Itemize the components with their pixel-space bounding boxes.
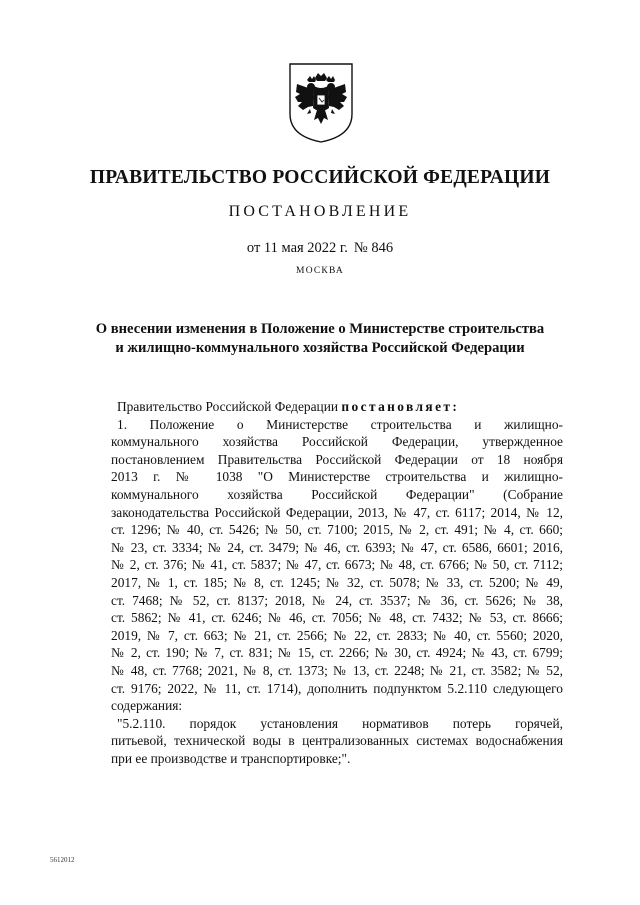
body-line: 2017, № 1, ст. 185; № 8, ст. 1245; № 32, ст. 5078; № 33, ст. 5200; № 49, xyxy=(111,574,563,590)
body-line: № 48, ст. 7768; 2021, № 8, ст. 1373; № 13, ст. 2248; № 21, ст. 3582; № 52, xyxy=(111,662,563,678)
document-type: ПОСТАНОВЛЕНИЕ xyxy=(228,203,412,220)
intro-prefix: Правительство Российской Федерации xyxy=(117,399,339,414)
body-line: № 23, ст. 3334; № 24, ст. 3479; № 46, ст. 6393; № 47, ст. 6586, 6601; 2016, xyxy=(111,539,563,555)
body-line: содержания: xyxy=(111,698,183,714)
body-line: № 2, ст. 190; № 7, ст. 831; № 15, ст. 2266; № 30, ст. 4924; № 43, ст. 6799; xyxy=(111,645,563,661)
paragraph-1 xyxy=(111,416,563,715)
intro-spaced: постановляет: xyxy=(341,399,460,414)
coat-of-arms-emblem xyxy=(288,62,354,144)
body-line: постановлением Правительства Российской Федерации от 18 ноября xyxy=(111,451,563,467)
document-date-line xyxy=(0,240,640,257)
body-line: 2013 г. № 1038 "О Министерстве строительства и жилищно- xyxy=(111,469,563,485)
body-line: ст. 7468; № 52, ст. 8137; 2018, № 24, ст. 3537; № 36, ст. 5626; № 38, xyxy=(111,592,563,608)
intro-line xyxy=(111,398,563,416)
body-line: питьевой, технической воды в централизованных системах водоснабжения xyxy=(111,733,563,749)
body-line: "5.2.110. порядок установления нормативов потерь горячей, xyxy=(117,715,563,731)
body-line: № 2, ст. 376; № 41, ст. 5837; № 47, ст. 6673; № 48, ст. 6766; № 50, ст. 7112; xyxy=(111,557,563,573)
document-date: от 11 мая 2022 г. xyxy=(246,240,348,256)
government-name: ПРАВИТЕЛЬСТВО РОССИЙСКОЙ ФЕДЕРАЦИИ xyxy=(89,167,551,188)
body-line: ст. 1296; № 40, ст. 5426; № 50, ст. 7100; 2015, № 2, ст. 491; № 4, ст. 660; xyxy=(111,522,563,538)
document-city: МОСКВА xyxy=(296,266,344,276)
body-line: ст. 5862; № 41, ст. 6246; № 46, ст. 7056; № 48, ст. 7432; № 53, ст. 8666; xyxy=(111,610,563,626)
body-line: ст. 9176; 2022, № 11, ст. 1714), дополнить подпунктом 5.2.110 следующего xyxy=(111,680,563,696)
body-line: 2019, № 7, ст. 663; № 21, ст. 2566; № 22, ст. 2833; № 40, ст. 5560; 2020, xyxy=(111,627,563,643)
body-line: при ее производстве и транспортировке;". xyxy=(111,750,351,766)
document-title xyxy=(0,320,640,358)
body-line: коммунального хозяйства Российской Федерации" (Собрание xyxy=(111,486,563,502)
paragraph-2 xyxy=(111,715,563,768)
body-line: 1. Положение о Министерстве строительства и жилищно- xyxy=(117,416,563,432)
document-number: № 846 xyxy=(353,240,394,256)
title-line: и жилищно-коммунального хозяйства Российской Федерации xyxy=(115,340,525,356)
body-line: коммунального хозяйства Российской Федерации, утвержденное xyxy=(111,434,563,450)
body-line: законодательства Российской Федерации, 2013, № 47, ст. 6117; 2014, № 12, xyxy=(111,504,563,520)
title-line: О внесении изменения в Положение о Министерстве строительства xyxy=(95,321,545,337)
document-code: 5612012 xyxy=(50,856,75,864)
document-body xyxy=(111,398,563,767)
